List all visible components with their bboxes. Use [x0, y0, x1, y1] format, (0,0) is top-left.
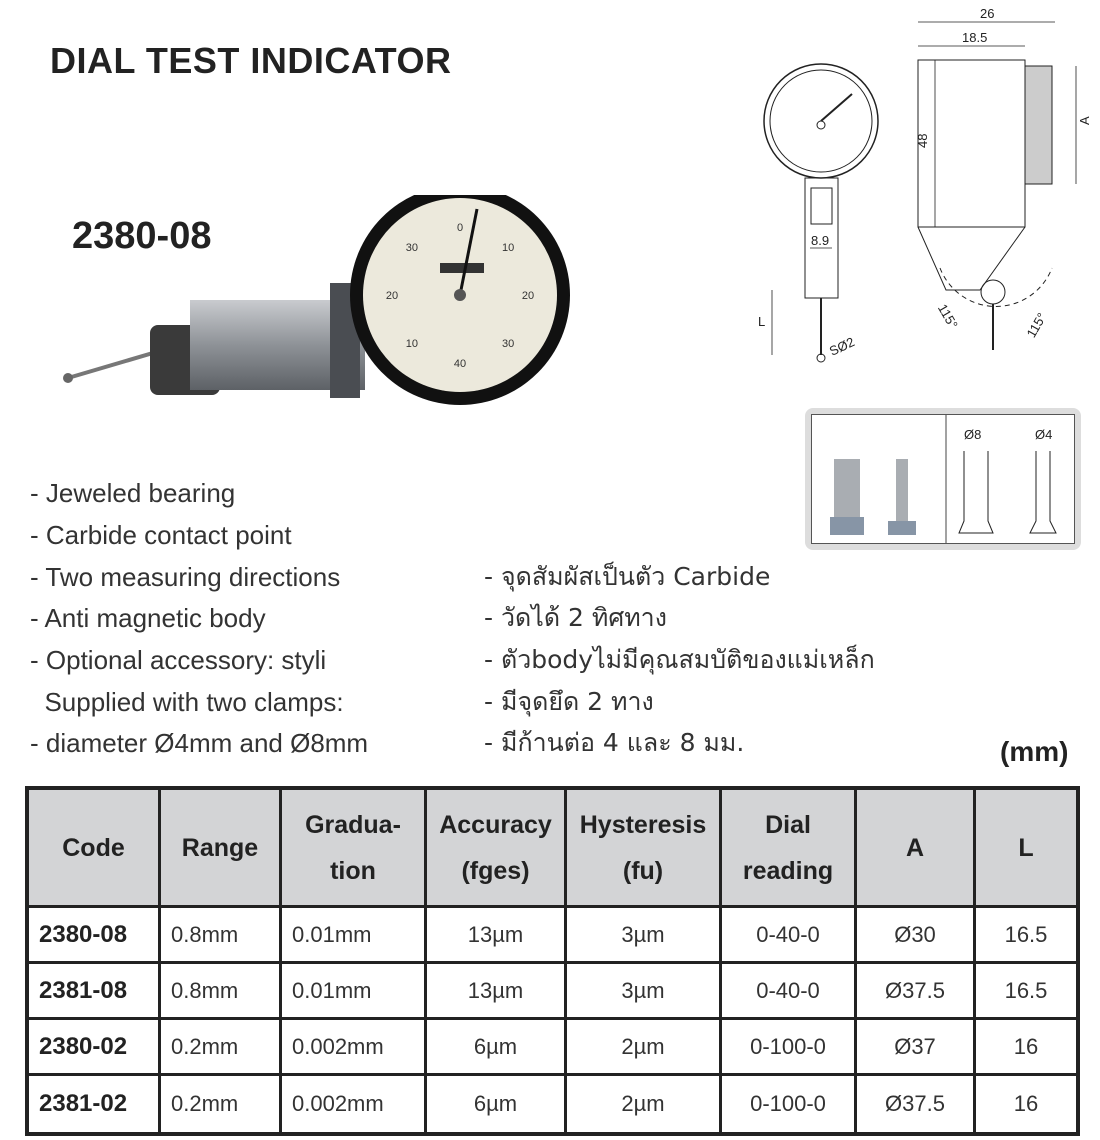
feature-item-thai: - จุดสัมผัสเป็นตัว Carbide	[484, 562, 771, 591]
technical-drawing	[740, 0, 1100, 380]
cell-graduation: 0.01mm	[282, 908, 427, 964]
styli-accessory-box	[805, 408, 1081, 550]
cell-accuracy: 6µm	[427, 1020, 567, 1076]
feature-item-thai: - ตัวbodyไม่มีคุณสมบัติของแม่เหล็ก	[484, 645, 875, 674]
dial-number: 40	[453, 358, 467, 370]
cell-code: 2381-08	[29, 964, 161, 1020]
col-header-dial-reading: Dial reading	[722, 790, 857, 908]
cell-code: 2381-02	[29, 1076, 161, 1132]
cell-dial-reading: 0-40-0	[722, 964, 857, 1020]
cell-graduation: 0.002mm	[282, 1020, 427, 1076]
feature-item: - Carbide contact point	[30, 520, 292, 550]
dim-18-5: 18.5	[962, 30, 988, 45]
table-row	[29, 1020, 1076, 1076]
col-header-graduation: Gradua- tion	[282, 790, 427, 908]
col-header-hysteresis: Hysteresis (fu)	[567, 790, 722, 908]
feature-item-thai: - วัดได้ 2 ทิศทาง	[484, 603, 667, 632]
angle-right: 115°	[1023, 310, 1050, 341]
dim-sphere: SØ2	[826, 334, 857, 359]
cell-accuracy: 13µm	[427, 964, 567, 1020]
cell-code: 2380-02	[29, 1020, 161, 1076]
col-header-code: Code	[29, 790, 161, 908]
table-header-row	[29, 790, 1076, 908]
cell-a: Ø37	[857, 1020, 976, 1076]
cell-hysteresis: 2µm	[567, 1076, 722, 1132]
dial-number: 20	[521, 290, 535, 302]
stylus-d4-label: Ø4	[1035, 427, 1053, 442]
col-header-l: L	[976, 790, 1076, 908]
table-row	[29, 908, 1076, 964]
feature-item: Supplied with two clamps:	[30, 687, 344, 717]
table-row	[29, 964, 1076, 1020]
dial-number: 10	[405, 338, 419, 351]
unit-label: (mm)	[1000, 736, 1069, 767]
feature-item-thai: - มีจุดยึด 2 ทาง	[484, 687, 654, 716]
cell-dial-reading: 0-100-0	[722, 1076, 857, 1132]
feature-item: - diameter Ø4mm and Ø8mm	[30, 728, 369, 758]
cell-l: 16	[976, 1020, 1076, 1076]
col-header-a: A	[857, 790, 976, 908]
dim-48: 48	[915, 133, 930, 148]
cell-graduation: 0.01mm	[282, 964, 427, 1020]
feature-item: - Optional accessory: styli	[30, 645, 327, 675]
cell-l: 16.5	[976, 908, 1076, 964]
feature-item-thai: - มีก้านต่อ 4 และ 8 มม.	[484, 728, 745, 757]
cell-dial-reading: 0-100-0	[722, 1020, 857, 1076]
col-header-range: Range	[161, 790, 282, 908]
col-header-accuracy: Accuracy (fges)	[427, 790, 567, 908]
cell-l: 16.5	[976, 964, 1076, 1020]
dial-number: 0	[456, 222, 464, 234]
cell-code: 2380-08	[29, 908, 161, 964]
dim-L: L	[758, 314, 766, 329]
dial-number: 30	[405, 241, 419, 254]
dim-A: A	[1077, 116, 1092, 125]
stylus-d8-label: Ø8	[964, 427, 982, 442]
cell-hysteresis: 3µm	[567, 908, 722, 964]
feature-item: - Jeweled bearing	[30, 478, 236, 508]
table-row	[29, 1076, 1076, 1132]
cell-dial-reading: 0-40-0	[722, 908, 857, 964]
dial-number: 10	[501, 241, 515, 254]
dim-8-9: 8.9	[811, 233, 830, 248]
model-number: 2380-08	[72, 215, 212, 257]
feature-item: - Anti magnetic body	[30, 603, 266, 633]
feature-item: - Two measuring directions	[30, 562, 341, 592]
cell-graduation: 0.002mm	[282, 1076, 427, 1132]
dial-number: 20	[385, 290, 399, 302]
cell-a: Ø37.5	[857, 1076, 976, 1132]
cell-a: Ø37.5	[857, 964, 976, 1020]
spec-table	[25, 786, 1080, 1136]
cell-hysteresis: 3µm	[567, 964, 722, 1020]
cell-a: Ø30	[857, 908, 976, 964]
cell-hysteresis: 2µm	[567, 1020, 722, 1076]
dim-26: 26	[980, 6, 995, 21]
cell-range: 0.2mm	[161, 1020, 282, 1076]
cell-range: 0.8mm	[161, 964, 282, 1020]
cell-accuracy: 6µm	[427, 1076, 567, 1132]
dial-number: 30	[501, 338, 515, 351]
cell-accuracy: 13µm	[427, 908, 567, 964]
cell-range: 0.8mm	[161, 908, 282, 964]
angle-left: 115°	[934, 301, 961, 332]
page-title: DIAL TEST INDICATOR	[50, 40, 452, 81]
cell-range: 0.2mm	[161, 1076, 282, 1132]
cell-l: 16	[976, 1076, 1076, 1132]
